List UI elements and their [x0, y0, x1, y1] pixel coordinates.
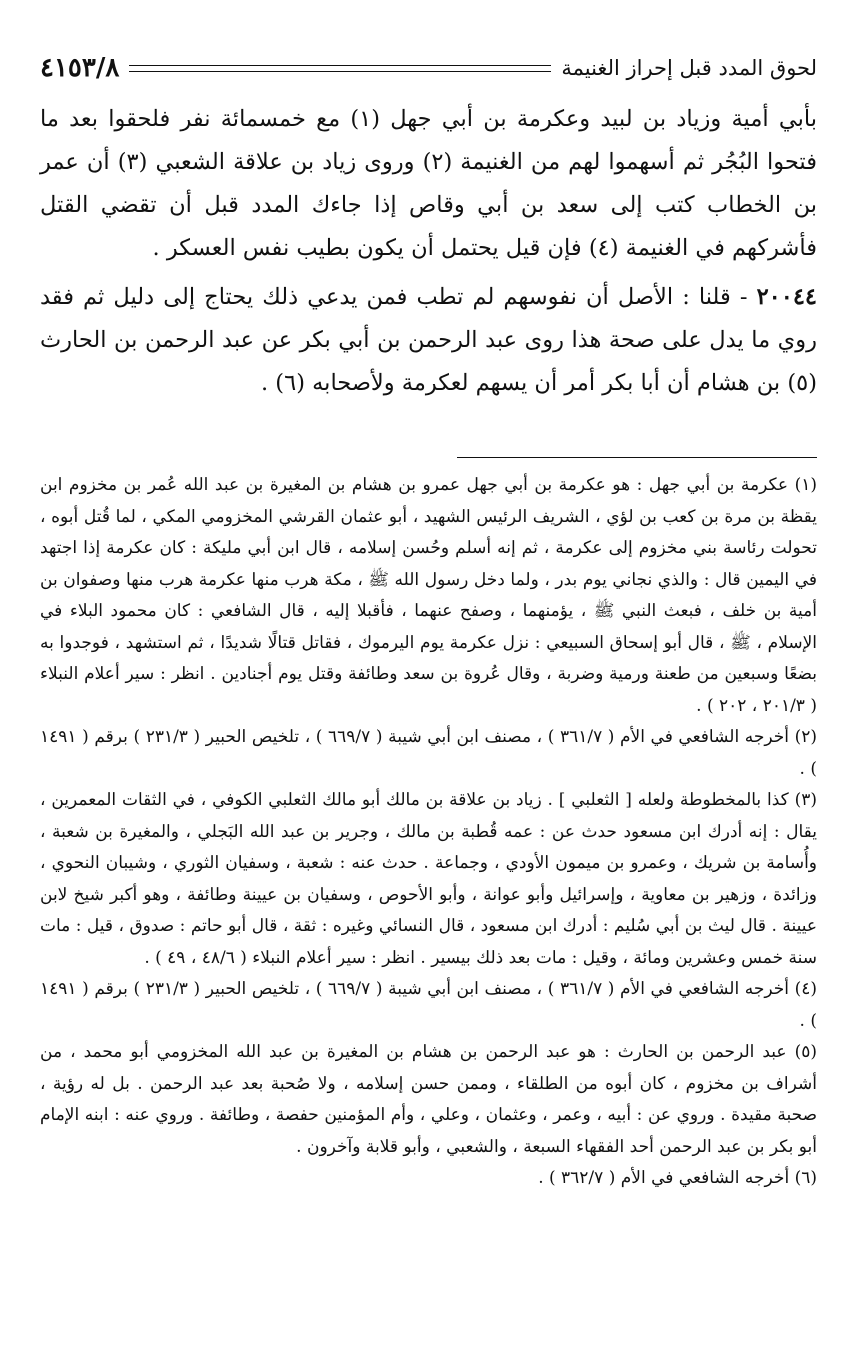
page-number: ٤١٥٣/٨: [40, 53, 120, 83]
main-text: [40, 98, 817, 405]
footnote-separator: [457, 457, 817, 458]
paragraph-2-text: - قلنا : الأصل أن نفوسهم لم تطب فمن يدعي ذلك يحتاج إلى دليل ثم فقد روي ما يدل على صحة هذا روى عبد الرحمن بن أبي بكر عن عبد الرحمن بن الحارث (٥) بن هشام أن أبا بكر أمر أن يسهم لعكرمة ولأصحابه (٦) .: [40, 284, 817, 396]
header-rule: [129, 65, 551, 72]
footnote-6: (٦) أخرجه الشافعي في الأم ( ٣٦٢/٧ ) .: [538, 1168, 817, 1188]
footnote-4: (٤) أخرجه الشافعي في الأم ( ٣٦١/٧ ) ، مصنف ابن أبي شيبة ( ٦٦٩/٧ ) ، تلخيص الحبير ( ٢٣١/٣ ) برقم ( ١٤٩١ ) .: [40, 979, 817, 1031]
paragraph-number: ٢٠٠٤٤: [756, 284, 817, 310]
footnote-5: (٥) عبد الرحمن بن الحارث : هو عبد الرحمن بن هشام بن المغيرة بن عبد الله المخزومي أبو محمد ، من أشراف بن مخزوم ، كان أبوه من الطلقاء ، وممن حسن إسلامه ، ولا صُحبة بعد عبد الرحمن . بل له رؤية ، صحبة مقيدة . وروي عن : أبيه ، وعمر ، وعثمان ، وعلي ، وأم المؤمنين حفصة ، وطائفة . وروي عنه : ابنه الإمام أبو بكر بن عبد الرحمن أحد الفقهاء السبعة ، والشعبي ، وأبو قلابة وآخرون .: [40, 1042, 817, 1157]
footnotes: [40, 470, 817, 1195]
paragraph-2: [40, 276, 817, 405]
paragraph-1: بأبي أمية وزياد بن لبيد وعكرمة بن أبي جهل (١) مع خمسمائة نفر فلحقوا بعد ما فتحوا البُجُر ثم أسهموا لهم من الغنيمة (٢) وروى زياد بن علاقة الشعبي (٣) أن عمر بن الخطاب كتب إلى سعد بن أبي وقاص إذا جاءك المدد قبل أن تقضي القتل فأشركهم في الغنيمة (٤) فإن قيل يحتمل أن يكون بطيب نفس العسكر .: [40, 106, 817, 261]
footnote-3: (٣) كذا بالمخطوطة ولعله [ الثعلبي ] . زياد بن علاقة بن مالك أبو مالك الثعلبي الكوفي ، في الثقات المعمرين ، يقال : إنه أدرك ابن مسعود حدث عن : عمه قُطبة بن مالك ، وجرير بن عبد الله البَجلي ، والمغيرة بن شعبة ، وأُسامة بن شريك ، وعمرو بن ميمون الأودي ، وجماعة . حدث عنه : شعبة ، وسفيان الثوري ، وشيبان النحوي ، وزائدة ، وزهير بن معاوية ، وإسرائيل وأبو عوانة ، وأبو الأحوص ، وسفيان بن عيينة وطائفة ، وهو أكبر شيخ لابن عيينة . قال ليث بن أبي سُليم : أدرك ابن مسعود ، قال النسائي وغيره : ثقة ، قال أبو حاتم : صدوق ، قيل : مات سنة خمس وعشرين ومائة ، وقيل : مات بعد ذلك بيسير . انظر : سير أعلام النبلاء ( ٤٨/٦ ، ٤٩ ) .: [40, 790, 817, 968]
footnote-1: (١) عكرمة بن أبي جهل : هو عكرمة بن أبي جهل عمرو بن هشام بن المغيرة بن عبد الله عُمر بن مخزوم ابن يقظة بن مرة بن كعب بن لؤي ، الشريف الرئيس الشهيد ، أبو عثمان القرشي المخزومي المكي ، لما قُتل أبوه ، تحولت رئاسة بني مخزوم إلى عكرمة ، ثم إنه أسلم وحُسن إسلامه ، قال ابن أبي مليكة : كان عكرمة إذا اجتهد في اليمين قال : والذي نجاني يوم بدر ، ولما دخل رسول الله ﷺ ، مكة هرب منها عكرمة هرب منها وصفوان بن أمية بن خلف ، فبعث النبي ﷺ ، يؤمنهما ، وصفح عنهما ، فأقبلا إليه ، قال الشافعي : كان محمود البلاء في الإسلام ، ﷺ ، قال أبو إسحاق السبيعي : نزل عكرمة يوم اليرموك ، فقاتل قتالًا شديدًا ، ثم استشهد ، فوجدوا به بضعًا وسبعين من طعنة ورمية وضربة ، وقال عُروة بن سعد وطائفة وقتل يوم أجنادين . انظر : سير أعلام النبلاء ( ٢٠١/٣ ، ٢٠٢ ) .: [40, 475, 817, 716]
running-title: لحوق المدد قبل إحراز الغنيمة: [561, 56, 817, 80]
page-header: [40, 48, 817, 88]
footnote-2: (٢) أخرجه الشافعي في الأم ( ٣٦١/٧ ) ، مصنف ابن أبي شيبة ( ٦٦٩/٧ ) ، تلخيص الحبير ( ٢٣١/٣ ) برقم ( ١٤٩١ ) .: [40, 727, 817, 779]
